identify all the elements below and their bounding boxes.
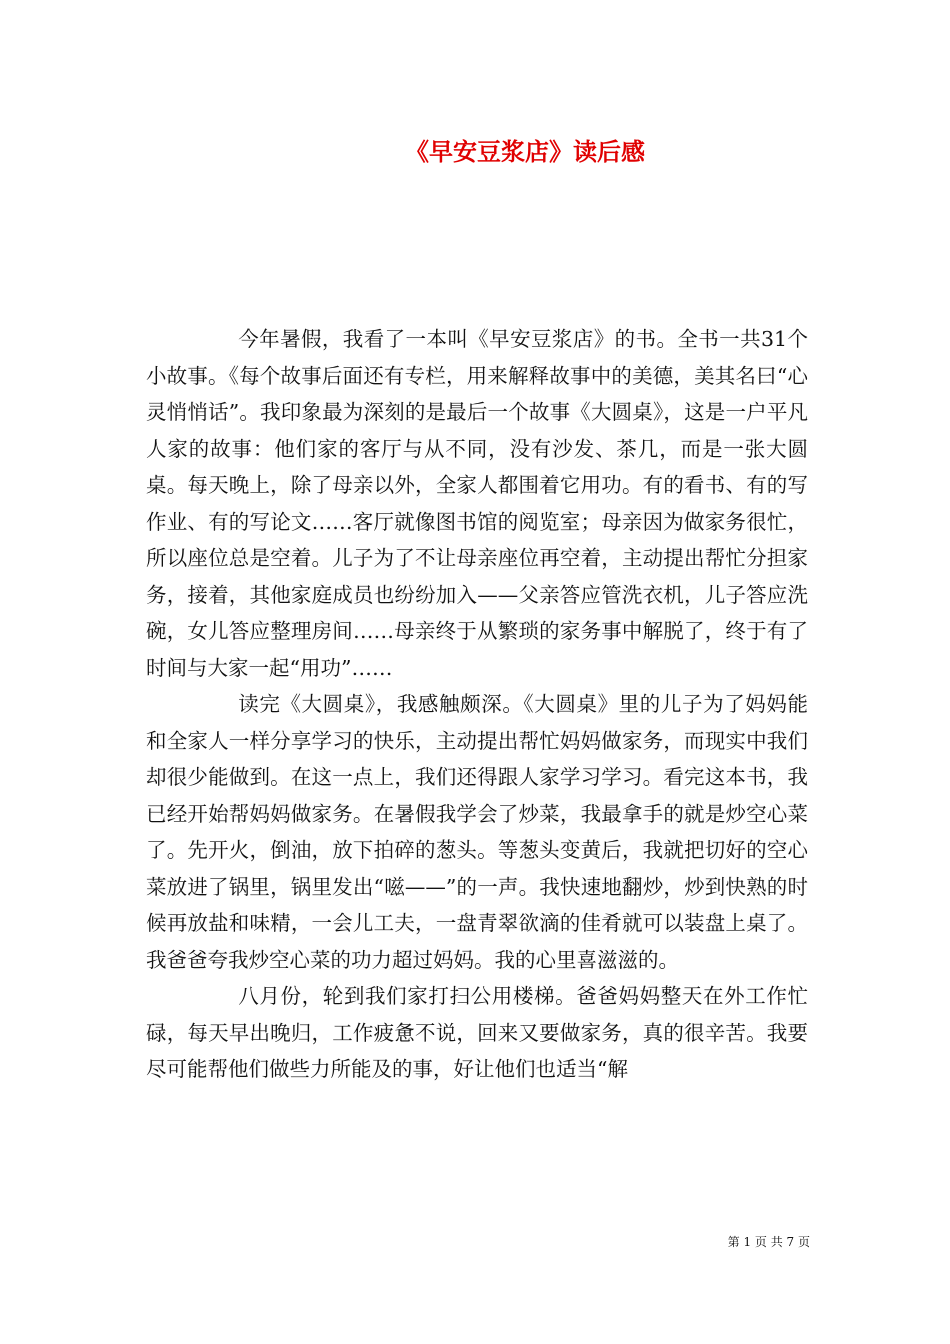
page-number-footer: 第 1 页 共 7 页 (727, 1235, 810, 1249)
paragraph-1: 今年暑假，我看了一本叫《早安豆浆店》的书。全书一共31个小故事。《每个故事后面还有专栏，用来解释故事中的美德，美其名曰“心灵悄悄话”。我印象最为深刻的是最后一个故事《大圆桌》，这是一户平凡人家的故事：他们家的客厅与从不同，没有沙发、茶几，而是一张大圆桌。每天晚上，除了母亲以外，全家人都围着它用功。有的看书、有的写作业、有的写论文……客厅就像图书馆的阅览室；母亲因为做家务很忙，所以座位总是空着。儿子为了不让母亲座位再空着，主动提出帮忙分担家务，接着，其他家庭成员也纷纷加入——父亲答应管洗衣机，儿子答应洗碗，女儿答应整理房间……母亲终于从繁琐的家务事中解脱了，终于有了时间与大家一起“用功”…… (146, 327, 808, 680)
document-body (146, 321, 808, 1088)
paragraph-2: 读完《大圆桌》，我感触颇深。《大圆桌》里的儿子为了妈妈能和全家人一样分享学习的快乐，主动提出帮忙妈妈做家务，而现实中我们却很少能做到。在这一点上，我们还得跟人家学习学习。看完这本书，我已经开始帮妈妈做家务。在暑假我学会了炒菜，我最拿手的就是炒空心菜了。先开火，倒油，放下拍碎的葱头。等葱头变黄后，我就把切好的空心菜放进了锅里，锅里发出“嗞——”的一声。我快速地翻炒，炒到快熟的时候再放盐和味精，一会儿工夫，一盘青翠欲滴的佳肴就可以装盘上桌了。我爸爸夸我炒空心菜的功力超过妈妈。我的心里喜滋滋的。 (146, 692, 808, 972)
document-title: 《早安豆浆店》读后感 (405, 137, 645, 166)
paragraph-3: 八月份，轮到我们家打扫公用楼梯。爸爸妈妈整天在外工作忙碌，每天早出晚归，工作疲惫不说，回来又要做家务，真的很辛苦。我要尽可能帮他们做些力所能及的事，好让他们也适当“解 (146, 984, 808, 1081)
